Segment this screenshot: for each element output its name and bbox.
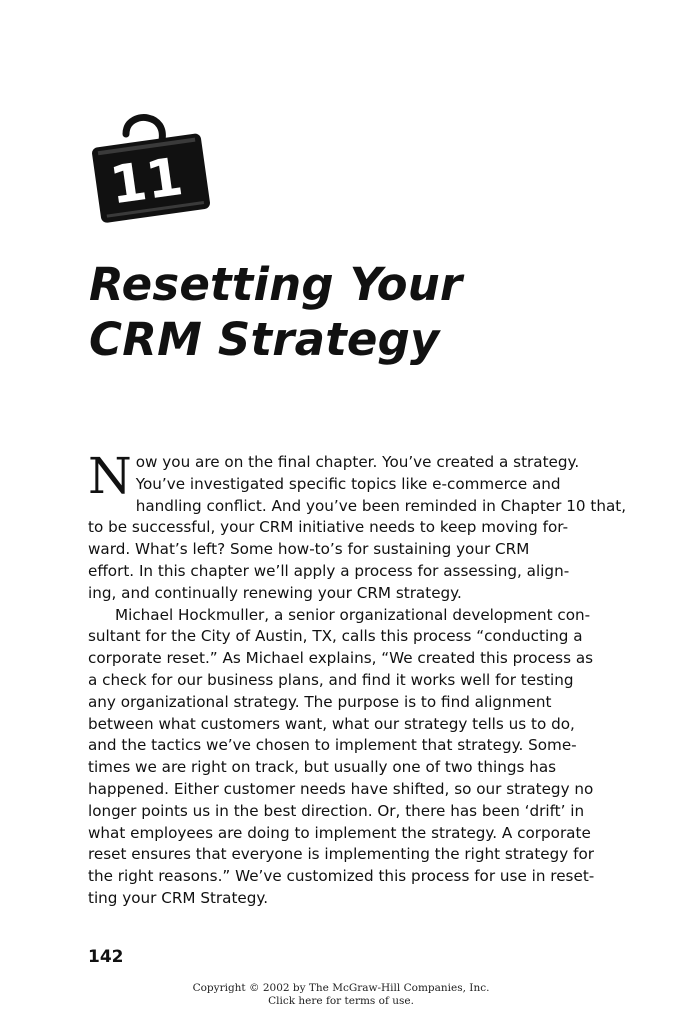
chapter-title-line-1: Resetting Your — [89, 258, 463, 311]
body-text — [88, 447, 627, 910]
chapter-title-line-2: CRM Strategy — [89, 313, 440, 366]
body-line: corporate reset.” As Michael explains, “We created this process as — [88, 649, 594, 668]
body-line: any organizational strategy. The purpose is to find alignment — [88, 692, 552, 711]
body-line: a check for our business plans, and find it works well for testing — [88, 670, 574, 689]
body-line: You’ve investigated specific topics like e-commerce and — [135, 474, 561, 493]
body-line: times we are right on track, but usually one of two things has — [88, 758, 557, 777]
body-line: effort. In this chapter we’ll apply a process for assessing, align- — [88, 561, 570, 580]
body-line: between what customers want, what our strategy tells us to do, — [88, 714, 575, 733]
body-line: ow you are on the final chapter. You’ve created a strategy. — [135, 453, 580, 471]
terms-of-use-link[interactable]: Click here for terms of use. — [268, 995, 414, 1007]
drop-cap: N — [88, 447, 132, 505]
body-line: happened. Either customer needs have shifted, so our strategy no — [88, 779, 594, 798]
copyright-text: Copyright © 2002 by The McGraw-Hill Companies, Inc. — [192, 982, 490, 994]
briefcase-icon — [88, 112, 216, 224]
body-line: what employees are doing to implement the strategy. A corporate — [88, 823, 591, 842]
body-line: to be successful, your CRM initiative needs to keep moving for- — [88, 518, 569, 537]
body-line: ing, and continually renewing your CRM strategy. — [88, 583, 462, 602]
body-line: handling conflict. And you’ve been reminded in Chapter 10 that, — [135, 496, 627, 515]
body-line: sultant for the City of Austin, TX, calls this process “conducting a — [88, 627, 583, 646]
copyright-notice — [0, 982, 682, 1008]
chapter-title — [89, 257, 462, 367]
body-line: longer points us in the best direction. Or, there has been ‘drift’ in — [88, 801, 585, 820]
body-line: ting your CRM Strategy. — [88, 888, 269, 907]
body-line: reset ensures that everyone is implementing the right strategy for — [88, 845, 594, 864]
body-line: ward. What’s left? Some how-to’s for sustaining your CRM — [88, 540, 530, 559]
body-line: and the tactics we’ve chosen to implement that strategy. Some- — [88, 736, 577, 755]
body-line: the right reasons.” We’ve customized this process for use in reset- — [88, 867, 595, 886]
body-line: Michael Hockmuller, a senior organizational development con- — [115, 605, 591, 624]
page-number: 142 — [88, 947, 124, 967]
chapter-number: 11 — [106, 147, 187, 217]
